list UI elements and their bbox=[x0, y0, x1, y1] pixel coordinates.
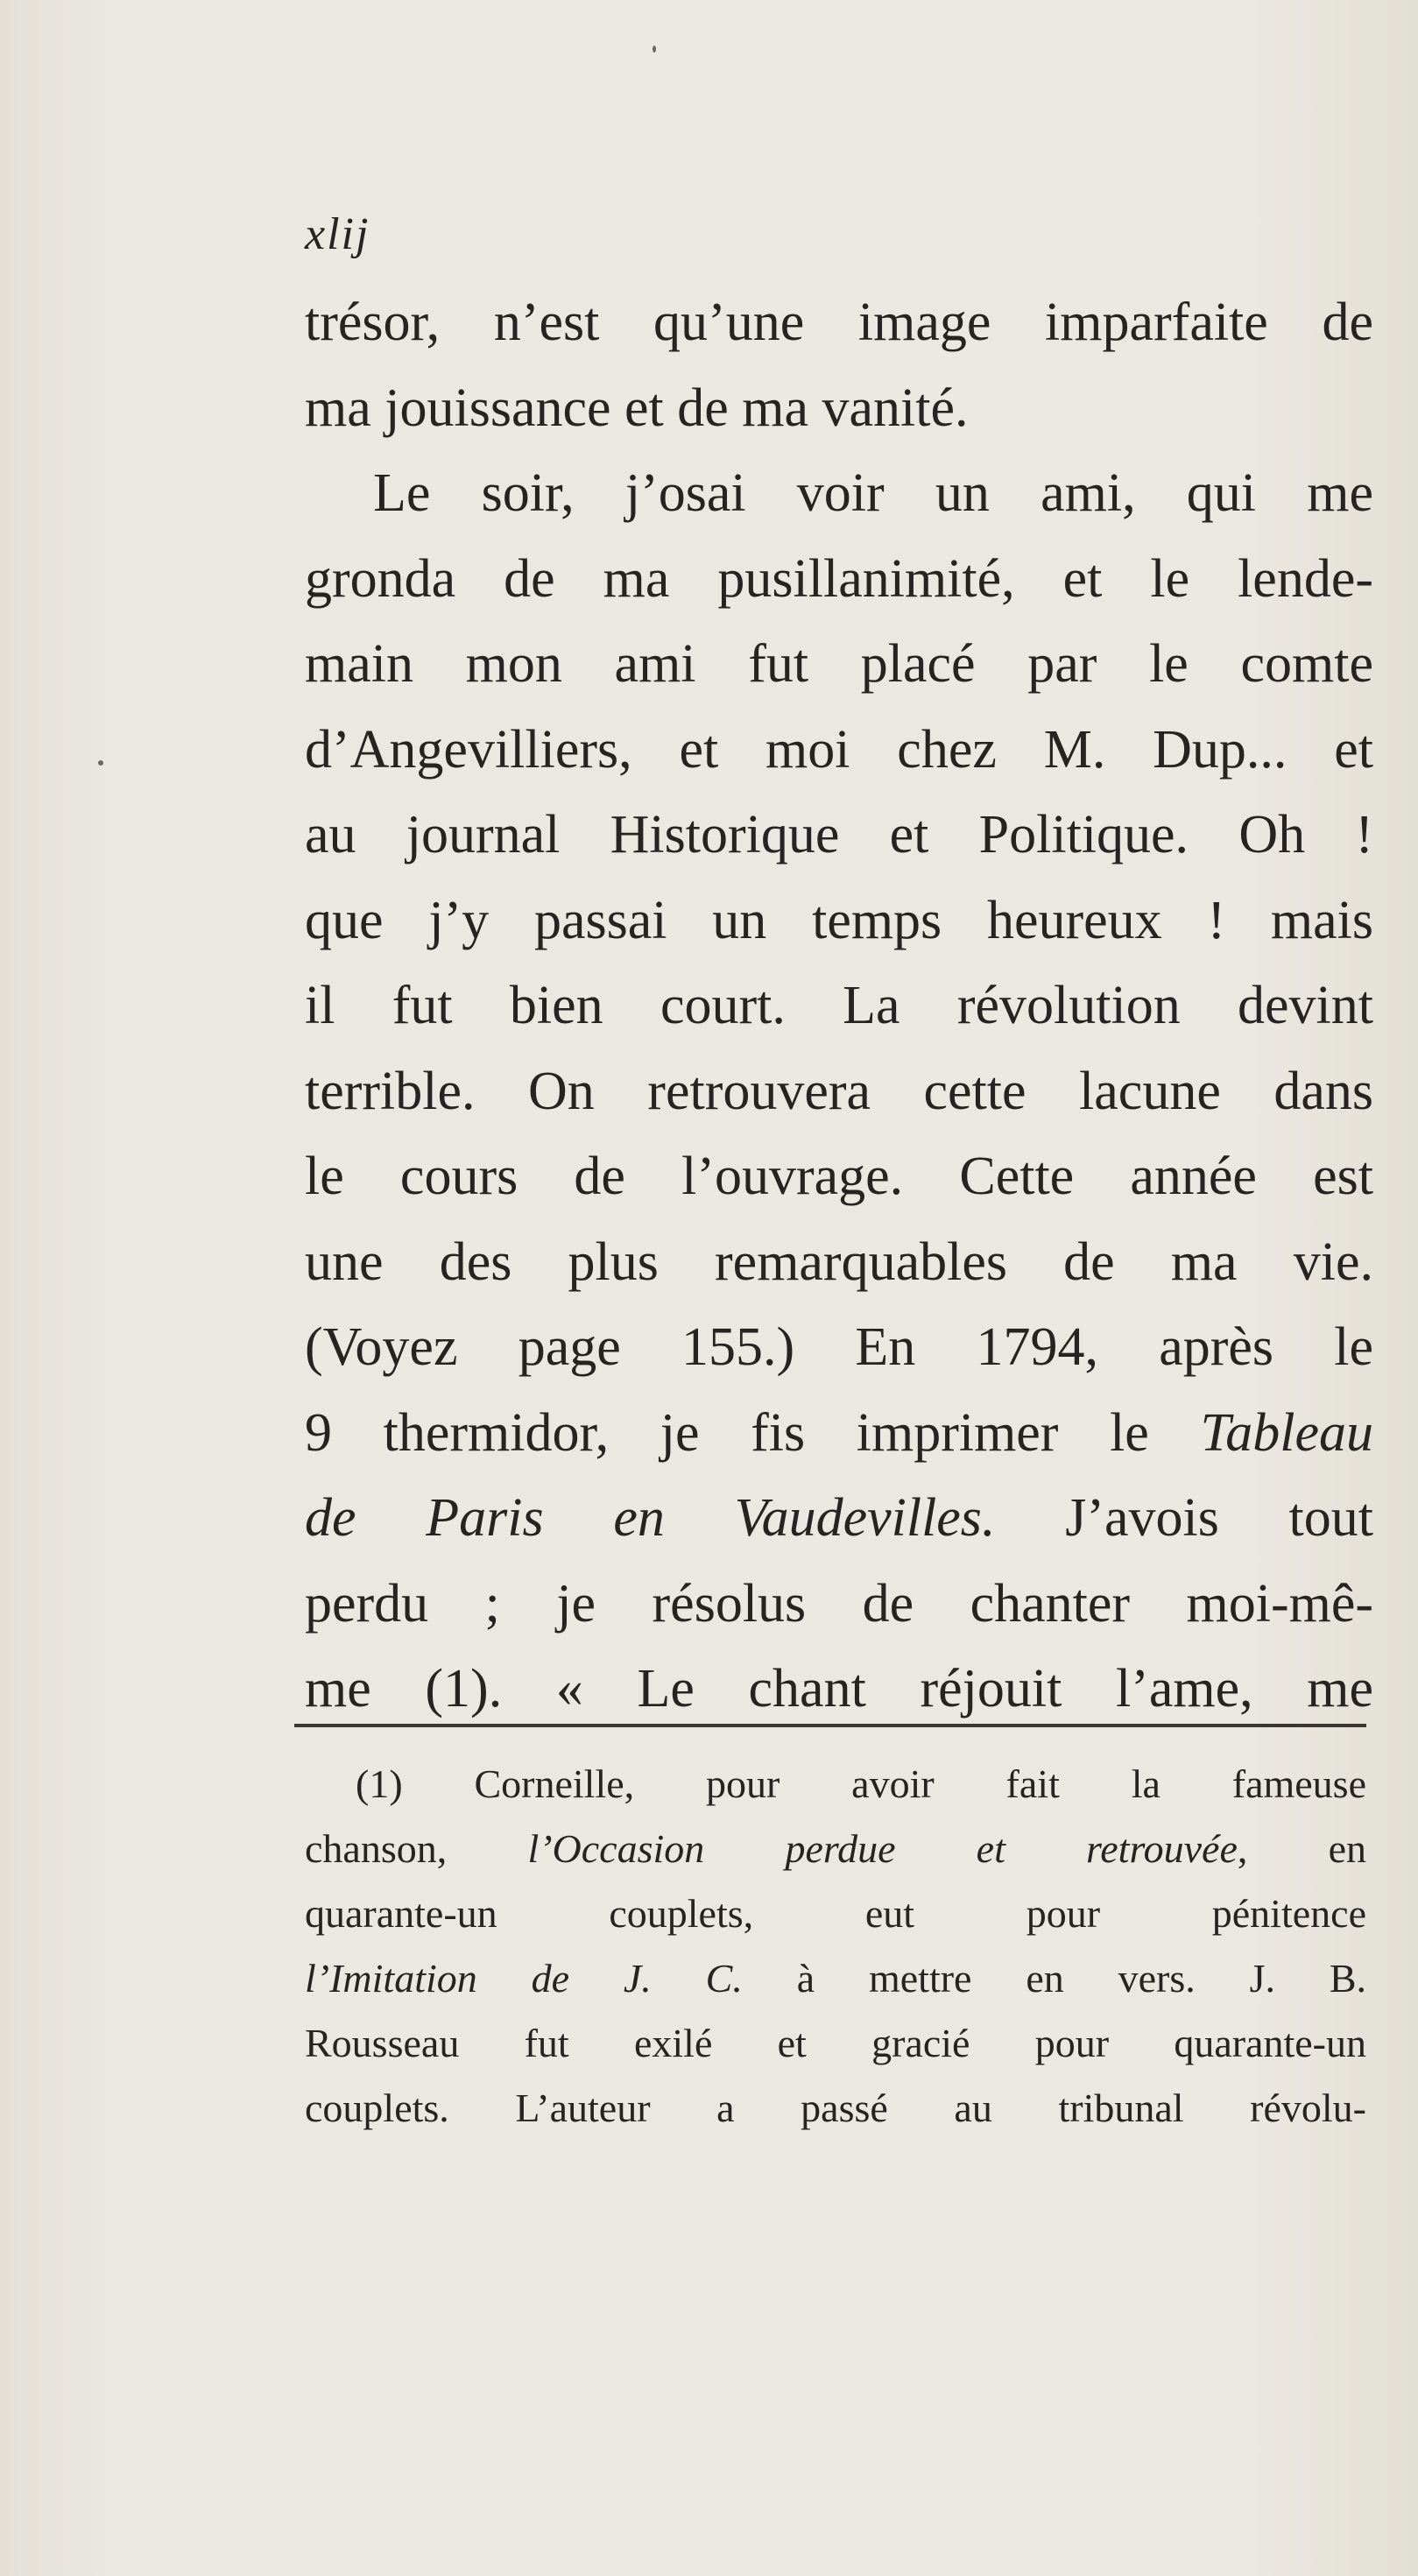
text-line: gronda de ma pusillanimité, et le lende- bbox=[305, 548, 1373, 609]
text-line: Le soir, j’osai voir un ami, qui me bbox=[373, 463, 1373, 523]
text-line: au journal Historique et Politique. Oh ! bbox=[305, 805, 1373, 865]
footnote bbox=[305, 1752, 1366, 2141]
work-title-tableau: Tableau bbox=[1200, 1402, 1373, 1463]
text-line: perdu ; je résolus de chanter moi-mê- bbox=[305, 1573, 1373, 1634]
text-line: le cours de l’ouvrage. Cette année est bbox=[305, 1147, 1373, 1206]
footnote-rule bbox=[294, 1724, 1366, 1727]
text-line: main mon ami fut placé par le comte bbox=[305, 634, 1373, 694]
text-segment: à mettre en vers. J. B. bbox=[796, 1956, 1367, 2001]
footnote-line: quarante-un couplets, eut pour pénitence bbox=[305, 1891, 1366, 1936]
paper-speck bbox=[98, 760, 103, 766]
text-line: terrible. On retrouvera cette lacune dans bbox=[305, 1061, 1373, 1121]
text-segment: 9 thermidor, je fis imprimer le bbox=[305, 1402, 1149, 1463]
footnote-line: Rousseau fut exilé et gracié pour quarante-un bbox=[305, 2021, 1366, 2065]
work-title-de-paris: de Paris en bbox=[305, 1488, 665, 1548]
text-line bbox=[305, 1391, 1373, 1477]
text-line: (Voyez page 155.) En 1794, après le bbox=[305, 1317, 1373, 1377]
text-line: une des plus remarquables de ma vie. bbox=[305, 1232, 1373, 1292]
text-line: me (1). « Le chant réjouit l’ame, me bbox=[305, 1659, 1373, 1719]
work-title-imitation: l’Imitation de J. C. bbox=[305, 1956, 743, 2001]
main-text bbox=[305, 280, 1373, 1733]
paper-speck bbox=[653, 46, 656, 53]
text-line: d’Angevilliers, et moi chez M. Dup... et bbox=[305, 719, 1373, 780]
text-segment: , en bbox=[1237, 1826, 1366, 1871]
work-title-vaudevilles: Vaudevilles. bbox=[734, 1488, 996, 1548]
text-line: ma jouissance et de ma vanité. bbox=[305, 378, 969, 438]
text-line: que j’y passai un temps heureux ! mais bbox=[305, 890, 1373, 950]
page-number: xlij bbox=[305, 209, 370, 259]
footnote-line: couplets. L’auteur a passé au tribunal révolu- bbox=[305, 2086, 1366, 2130]
footnote-line bbox=[305, 1946, 1366, 2011]
text-segment: J’avois tout bbox=[1065, 1488, 1374, 1548]
footnote-line bbox=[305, 1817, 1366, 1881]
text-segment: chanson, bbox=[305, 1826, 448, 1871]
text-line bbox=[305, 1476, 1373, 1562]
work-title-occasion: l’Occasion perdue et retrouvée bbox=[527, 1826, 1238, 1871]
text-line: trésor, n’est qu’une image imparfaite de bbox=[305, 293, 1373, 352]
text-line: il fut bien court. La révolution devint bbox=[305, 976, 1373, 1035]
footnote-line: (1) Corneille, pour avoir fait la fameuse bbox=[356, 1761, 1366, 1806]
